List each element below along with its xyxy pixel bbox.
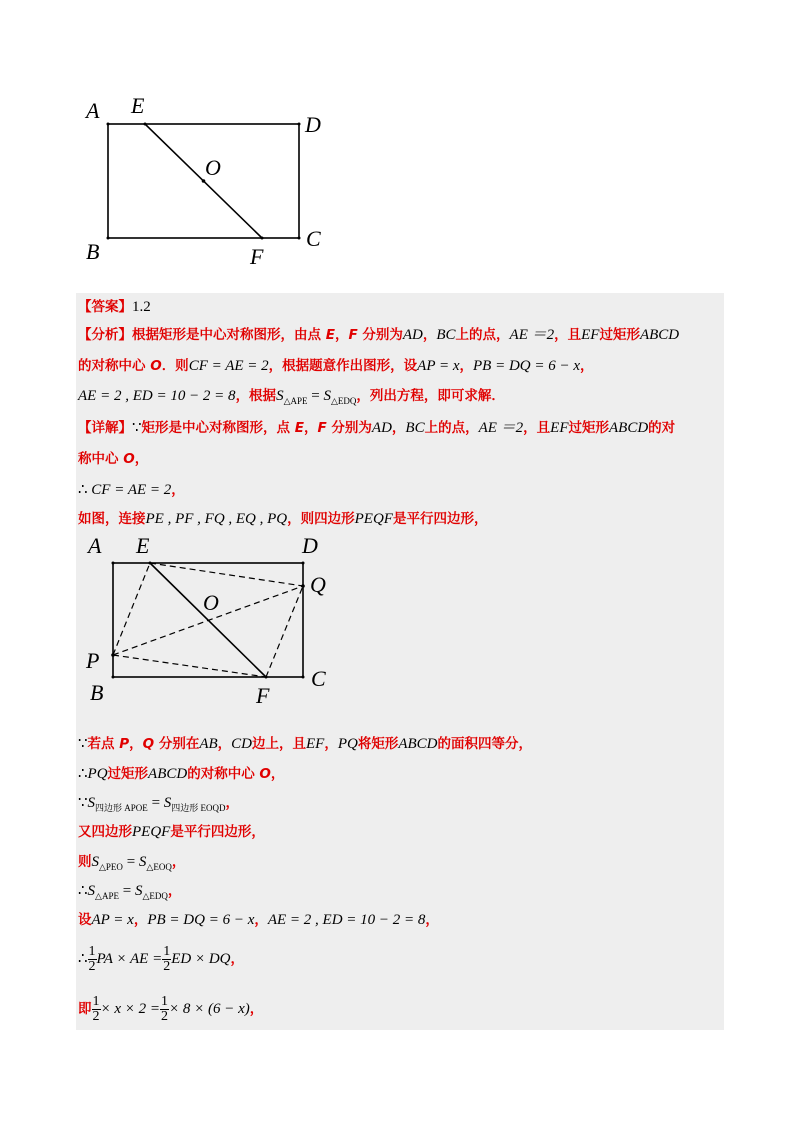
step-line-6: $\therefore S_{\triangle APE} = S_{\triangle EDQ}$， [78,883,182,901]
figure-parallelogram-peqf [78,530,348,715]
analysis-line-3: AE = 2 , ED = 10 − 2 = 8，根据$S_{\triangle APE} = S_{\triangle EDQ}$，列出方程，即可求解． [78,388,505,406]
answer-tag: 【答案】 [78,299,132,315]
analysis-line-2: 的对称中心 O．则CF = AE = 2，根据题意作出图形，设AP = x，PB = DQ = 6 − x， [78,358,594,374]
label-b: B [86,239,100,264]
fraction-half: $\frac{1}{2}$ [88,944,96,975]
segment-fq [266,586,303,677]
step-line-5: 则$S_{\triangle PEO} = S_{\triangle EOQ}$， [78,854,186,872]
detail-line-4: 如图，连接PE , PF , FQ , EQ , PQ，则四边形PEQF是平行四边形， [78,511,488,527]
label-o: O [205,155,221,180]
answer-value: 1.2 [132,299,151,315]
label-e-2: E [136,533,150,558]
fraction-half: $\frac{1}{2}$ [92,994,100,1025]
label-p-2: P [86,648,100,673]
label-d-2: D [302,533,318,558]
detail-line-2: 称中心 O， [78,451,149,467]
segment-pe [113,563,150,655]
label-a: A [86,98,100,123]
step-line-2: ∴PQ过矩形ABCD的对称中心 O， [78,766,285,782]
label-q-2: Q [310,572,326,597]
fraction-half: $\frac{1}{2}$ [161,994,169,1025]
step-line-9: 即 $\frac{1}{2}$ × x × 2 = $\frac{1}{2}$ × 8 × (6 − x)， [78,994,264,1025]
label-c-2: C [311,666,326,691]
fraction-half: $\frac{1}{2}$ [163,944,171,975]
step-line-4: 又四边形PEQF是平行四边形， [78,824,265,840]
step-line-3: $\because S_{四边形 APOE} = S_{四边形 EOQD}$， [78,795,240,813]
analysis-line-1: 【分析】根据矩形是中心对称图形，由点 E，F 分别为AD，BC上的点，AE ＝2，且EF过矩形ABCD [78,327,680,343]
step-line-7: 设AP = x，PB = DQ = 6 − x，AE = 2 , ED = 10 − 2 = 8， [78,912,439,928]
label-f-2: F [256,683,270,708]
label-a-2: A [88,533,102,558]
figure-rectangle-abcd [78,92,338,272]
detail-line-1: 【详解】∵矩形是中心对称图形，点 E，F 分别为AD，BC上的点，AE ＝2，且EF过矩形ABCD的对 [78,420,676,436]
label-c: C [306,226,321,251]
label-o-2: O [203,590,219,615]
segment-eq [150,563,303,586]
step-line-8: ∴ $\frac{1}{2}$ PA × AE = $\frac{1}{2}$ ED × DQ， [78,944,245,975]
label-b-2: B [90,680,104,705]
label-d: D [305,112,321,137]
detail-line-3: ∴ CF = AE = 2， [78,482,185,498]
label-e: E [131,93,145,118]
step-line-1: ∵若点 P，Q 分别在AB，CD边上，且EF，PQ将矩形ABCD的面积四等分， [78,736,533,752]
label-f: F [250,244,264,269]
answer-line [78,297,151,317]
segment-pf [113,655,266,677]
